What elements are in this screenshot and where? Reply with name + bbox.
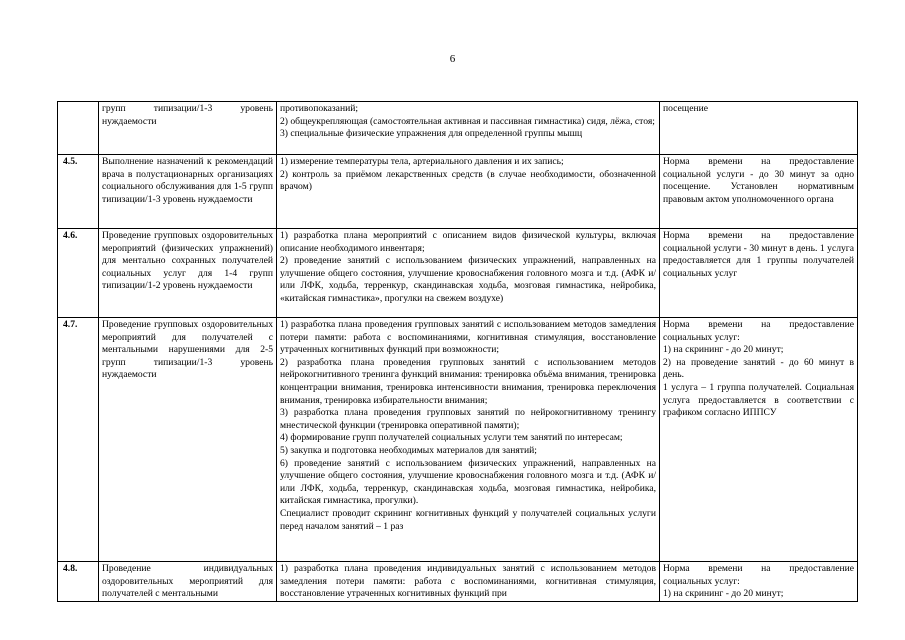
service-name: Проведение групповых оздоровительных мероприятий (физических упражнений) для ментально сохранных получателей социальных услуг для 1-4 групп типизации/1-2 уровень нуждаемости [99,229,277,318]
row-number: 4.8. [58,562,99,602]
description-item: 2) контроль за приёмом лекарственных средств (в случае необходимости, обозначенной врачом) [280,168,656,193]
description-item: 1) разработка плана мероприятий с описанием видов физической культуры, включая описание необходимого инвентаря; [280,230,656,254]
table-row [58,562,858,602]
table-row [58,229,858,318]
description-item: 2) проведение занятий с использованием физических упражнений, направленных на улучшение общего состояния, улучшение кровоснабжения головного мозга и т.д. (АФК и/или ЛФК, ходьба, терренкур, скандинавская ходьба, мозговая гимнастика, нейробика, «китайская гимнастика», прогулки на свежем воздухе) [280,255,656,304]
service-conditions: Норма времени на предоставление социальной услуги - 30 минут в день. 1 услуга предоставляется для 1 группы получателей социальных услуг [660,229,858,318]
service-conditions [660,562,858,602]
service-conditions: посещение [660,102,858,155]
services-table [57,101,858,602]
row-number [58,102,99,155]
description-item: 3) специальные физические упражнения для определенной группы мышц [280,128,583,140]
table-row [58,102,858,155]
service-description [277,102,660,155]
row-number: 4.6. [58,229,99,318]
service-name: групп типизации/1-3 уровень нуждаемости [99,102,277,155]
service-description [277,318,660,562]
description-item: 6) проведение занятий с использованием физических упражнений, направленных на улучшение общего состояния, улучшение кровоснабжения головного мозга и т.д. (АФК и/или ЛФК, ходьба, терренкур, скандинавская ходьба, мозговая гимнастика, нейробика, китайская гимнастика, прогулки). [280,457,656,507]
description-item: 1) разработка плана проведения индивидуальных занятий с использованием методов замедления потери памяти: работа с воспоминаниями, когнитивная стимуляция, восстановление утраченных когнитивных функций при [280,563,656,600]
description-item: 5) закупка и подготовка необходимых материалов для занятий; [280,444,537,456]
description-item: 1) разработка плана проведения групповых занятий с использованием методов замедления потери памяти: работа с воспоминаниями, когнитивная стимуляция, восстановление утраченных когнитивных функций при возможности; [280,319,656,356]
conditions-item: 1) на скрининг - до 20 минут; [663,344,784,356]
service-description [277,562,660,602]
description-item: 2) разработка плана проведения групповых занятий с использованием методов нейрокогнитивного тренинга функций внимания: тренировка объёма внимания, тренировка концентрации внимания, тренировка интенсивности внимания, тренировка переключения внимания, тренировка избирательности внимания; [280,356,656,406]
description-item: 1) измерение температуры тела, артериального давления и их запись; [280,156,564,167]
table-row [58,155,858,229]
service-conditions: Норма времени на предоставление социальной услуги - до 30 минут за одно посещение. Установлен нормативным правовым актом уполномоченного органа [660,155,858,229]
conditions-item: Норма времени на предоставление социальных услуг: [663,563,854,587]
page-number: 6 [449,53,456,65]
service-description [277,229,660,318]
conditions-item: 1 услуга – 1 группа получателей. Социальная услуга предоставляется в соответствии с графиком согласно ИППСУ [663,381,854,419]
conditions-item: 1) на скрининг - до 20 минут; [663,588,784,600]
service-name: Выполнение назначений к рекомендаций врача в полустационарных организациях социального обслуживания для 1-5 групп типизации/1-3 уровень нуждаемости [99,155,277,229]
row-number: 4.5. [58,155,99,229]
description-item: противопоказаний; [280,103,359,114]
description-item: Специалист проводит скрининг когнитивных функций у получателей социальных услуги перед началом занятий – 1 раз [280,507,656,532]
service-conditions [660,318,858,562]
conditions-item: 2) на проведение занятий - до 60 минут в день. [663,356,854,381]
description-item: 3) разработка плана проведения групповых занятий по нейрокогнитивному тренингу мнестической функции (тренировка оперативной памяти); [280,407,656,431]
row-number: 4.7. [58,318,99,562]
table-row [58,318,858,562]
conditions-item: Норма времени на предоставление социальных услуг: [663,319,854,343]
service-description [277,155,660,229]
description-item: 2) общеукрепляющая (самостоятельная активная и пассивная гимнастика) сидя, лёжа, стоя; [280,115,655,127]
service-name: Проведение групповых оздоровительных мероприятий для получателей с ментальными нарушениями для 2-5 групп типизации/1-3 уровень нуждаемости [99,318,277,562]
description-item: 4) формирование групп получателей социальных услуги тем занятий по интересам; [280,432,623,444]
service-name: Проведение индивидуальных оздоровительных мероприятий для получателей с ментальными [99,562,277,602]
